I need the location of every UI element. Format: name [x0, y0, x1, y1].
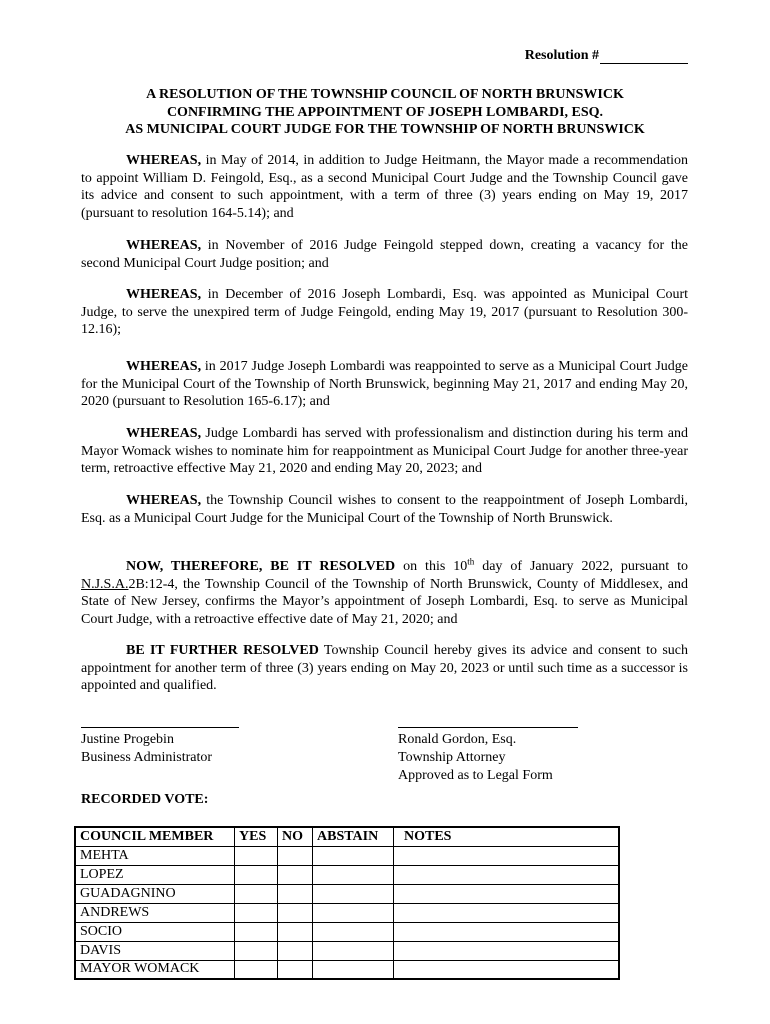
column-header: ABSTAIN [313, 827, 394, 846]
column-header: NO [278, 827, 313, 846]
no-cell [278, 941, 313, 960]
abstain-cell [313, 941, 394, 960]
further-resolved-paragraph [81, 642, 688, 695]
table-row [75, 884, 619, 903]
whereas-lead: WHEREAS, [126, 359, 202, 374]
notes-cell [394, 903, 620, 922]
title-line-3: AS MUNICIPAL COURT JUDGE FOR THE TOWNSHIP OF NORTH BRUNSWICK [125, 122, 645, 137]
whereas-paragraph-2 [81, 237, 688, 272]
whereas-text: in December of 2016 Joseph Lombardi, Esq. was appointed as Municipal Court Judge, to serve the unexpired term of Judge Feingold, ending May 19, 2017 (pursuant to Resolution 300-12.16); [81, 287, 688, 338]
member-name: MAYOR WOMACK [75, 960, 235, 979]
resolution-number-blank [600, 49, 688, 64]
yes-cell [235, 846, 278, 865]
table-header-row [75, 827, 619, 846]
signature-line-left [81, 727, 239, 728]
column-header: YES [235, 827, 278, 846]
no-cell [278, 846, 313, 865]
resolved-text-a: on this 10 [395, 559, 468, 574]
resolution-label: Resolution # [524, 48, 599, 63]
yes-cell [235, 865, 278, 884]
recorded-vote-label: RECORDED VOTE: [81, 792, 209, 807]
whereas-lead: WHEREAS, [126, 287, 202, 302]
resolution-title [80, 86, 690, 139]
abstain-cell [313, 922, 394, 941]
table-row [75, 922, 619, 941]
table-row [75, 941, 619, 960]
whereas-lead: WHEREAS, [126, 153, 202, 168]
whereas-paragraph-6 [81, 492, 688, 527]
recorded-vote-table [74, 826, 620, 980]
further-resolved-text: Township Council hereby gives its advice and consent to such appointment for another term of three (3) years ending on May 20, 2023 or until such time as a successor is appointed and qualified. [81, 643, 688, 694]
whereas-text: the Township Council wishes to consent to the reappointment of Joseph Lombardi, Esq. as a Municipal Court Judge for the Municipal Court of the Township of North Brunswick. [81, 493, 688, 526]
whereas-text: in November of 2016 Judge Feingold stepped down, creating a vacancy for the second Municipal Court Judge position; and [81, 238, 688, 271]
no-cell [278, 903, 313, 922]
whereas-lead: WHEREAS, [126, 426, 202, 441]
table-row [75, 903, 619, 922]
further-resolved-lead: BE IT FURTHER RESOLVED [126, 643, 319, 658]
approval-note: Approved as to Legal Form [398, 768, 553, 783]
whereas-text: Judge Lombardi has served with professionalism and distinction during his term and Mayor Womack wishes to nominate him for reappointment as Municipal Court Judge for another three-year term, retroactive effective May 21, 2020 and ending May 20, 2023; and [81, 426, 688, 477]
abstain-cell [313, 846, 394, 865]
signer-title: Township Attorney [398, 750, 506, 765]
signer-name: Justine Progebin [81, 732, 174, 747]
table-row [75, 846, 619, 865]
whereas-text: in May of 2014, in addition to Judge Heitmann, the Mayor made a recommendation to appoint William D. Feingold, Esq., as a second Municipal Court Judge and the Township Council gave its advice and consent to such appointment, with a term of three (3) years ending on May 19, 2017 (pursuant to resolution 164-5.14); and [81, 153, 688, 221]
table-row [75, 960, 619, 979]
whereas-paragraph-1 [81, 152, 688, 222]
yes-cell [235, 922, 278, 941]
resolved-text-b: day of January 2022, pursuant to [474, 559, 688, 574]
member-name: LOPEZ [75, 865, 235, 884]
no-cell [278, 884, 313, 903]
whereas-paragraph-5 [81, 425, 688, 478]
member-name: DAVIS [75, 941, 235, 960]
whereas-lead: WHEREAS, [126, 238, 202, 253]
abstain-cell [313, 884, 394, 903]
resolution-number [525, 48, 688, 64]
column-header: NOTES [394, 827, 620, 846]
no-cell [278, 960, 313, 979]
signer-name: Ronald Gordon, Esq. [398, 732, 517, 747]
whereas-paragraph-4 [81, 358, 688, 411]
table-row [75, 865, 619, 884]
notes-cell [394, 884, 620, 903]
notes-cell [394, 846, 620, 865]
resolved-lead: NOW, THEREFORE, BE IT RESOLVED [126, 559, 396, 574]
notes-cell [394, 922, 620, 941]
abstain-cell [313, 865, 394, 884]
title-line-1: A RESOLUTION OF THE TOWNSHIP COUNCIL OF NORTH BRUNSWICK [146, 87, 624, 102]
signature-block-left [81, 731, 212, 767]
yes-cell [235, 941, 278, 960]
whereas-paragraph-3 [81, 286, 688, 339]
no-cell [278, 865, 313, 884]
member-name: MEHTA [75, 846, 235, 865]
resolved-paragraph [81, 558, 688, 628]
member-name: ANDREWS [75, 903, 235, 922]
abstain-cell [313, 903, 394, 922]
signature-line-right [398, 727, 578, 728]
whereas-text: in 2017 Judge Joseph Lombardi was reappointed to serve as a Municipal Court Judge for the Municipal Court of the Township of North Brunswick, beginning May 21, 2017 and ending May 20, 2020 (pursuant to Resolution 165-6.17); and [81, 359, 688, 410]
no-cell [278, 922, 313, 941]
column-header: COUNCIL MEMBER [75, 827, 235, 846]
member-name: SOCIO [75, 922, 235, 941]
statute-reference: N.J.S.A. [81, 576, 129, 592]
member-name: GUADAGNINO [75, 884, 235, 903]
title-line-2: CONFIRMING THE APPOINTMENT OF JOSEPH LOMBARDI, ESQ. [166, 104, 604, 120]
whereas-lead: WHEREAS, [126, 493, 202, 508]
yes-cell [235, 960, 278, 979]
notes-cell [394, 865, 620, 884]
signature-block-right [398, 731, 553, 785]
signer-title: Business Administrator [81, 750, 213, 765]
ordinal-suffix: th [467, 556, 475, 567]
yes-cell [235, 903, 278, 922]
resolved-text-c: 2B:12-4, the Township Council of the Township of North Brunswick, County of Middlesex, and State of New Jersey, confirms the Mayor’s appointment of Joseph Lombardi, Esq. to serve as Municipal Court Judge, with a retroactive effective date of May 21, 2020; and [81, 576, 688, 627]
notes-cell [394, 941, 620, 960]
abstain-cell [313, 960, 394, 979]
notes-cell [394, 960, 620, 979]
yes-cell [235, 884, 278, 903]
